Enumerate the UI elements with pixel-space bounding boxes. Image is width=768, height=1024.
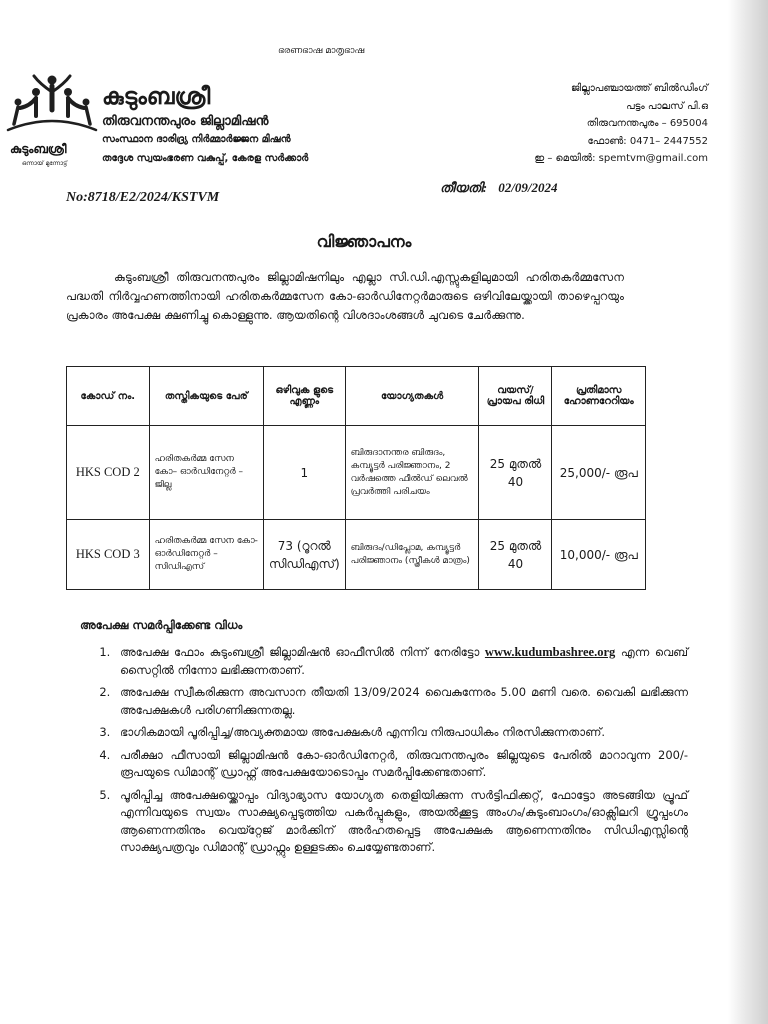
reference-number: No:8718/E2/2024/KSTVM (66, 190, 220, 205)
address-line: ജില്ലാപഞ്ചായത്ത് ബിൽഡിംഗ് (571, 83, 708, 94)
cell-age: 25 മുതൽ 40 (479, 426, 552, 520)
page-edge-shadow (728, 0, 768, 1024)
column-header: വയസ്/ പ്രായപ രിധി (479, 367, 552, 426)
column-header: കോഡ് നം. (67, 367, 150, 426)
cell-post: ഹരിതകർമ്മ സേന കോ-ഓർഡിനേറ്റർ – സിഡിഎസ് (149, 520, 263, 590)
table-header-row (67, 367, 646, 426)
date-label: തീയതി: (440, 180, 488, 195)
cell-honorarium: 10,000/- രൂപ (552, 520, 646, 590)
intro-paragraph (66, 268, 624, 325)
list-item (114, 644, 688, 679)
address-block (534, 80, 708, 168)
table-row (67, 426, 646, 520)
address-line: പട്ടം പാലസ് പി.ഒ (626, 100, 708, 112)
list-item: 2. അപേക്ഷ സ്വീകരിക്കുന്ന അവസാന തീയതി 13/09/2024 വൈകുന്നേരം 5.00 മണി വരെ. വൈകി ലഭിക്കുന്ന അപേക്ഷകൾ പരിഗണിക്കുന്നതല്ല. (114, 684, 688, 719)
column-header: പ്രതിമാസ ഹോണറേറിയം (552, 367, 646, 426)
application-steps (66, 644, 688, 862)
cell-qualification: ബിരുദാനന്തര ബിരുദം, കമ്പ്യൂട്ടർ പരിജ്ഞാനം, 2 വർഷത്തെ ഫീൽഡ് ലെവൽ പ്രവർത്തി പരിചയം (345, 426, 479, 520)
date-line (440, 180, 558, 196)
cell-vacancies: 1 (263, 426, 345, 520)
cell-vacancies: 73 (റൂറൽ സിഡിഎസ്) (263, 520, 345, 590)
website-link[interactable]: www.kudumbashree.org (484, 645, 616, 659)
cell-post: ഹരിതകർമ്മ സേന കോ– ഓർഡിനേറ്റർ – ജില്ല (149, 426, 263, 520)
org-mission: സംസ്ഥാന ദാരിദ്ര്യ നിർമ്മാർജ്ജന മിഷൻ (102, 134, 291, 145)
org-department: തദ്ദേശ സ്വയംഭരണ വകുപ്പ്, കേരള സർക്കാർ (102, 153, 309, 164)
org-name: കുടുംബശ്രീ (102, 84, 211, 110)
cell-code: HKS COD 2 (67, 426, 150, 520)
step-text: എന്ന വെബ് സൈറ്റിൽ നിന്നോ ലഭിക്കുന്നതാണ്. (120, 645, 689, 677)
cell-qualification: ബിരുദം/ഡിപ്ലോമ, കമ്പ്യൂട്ടർ പരിജ്ഞാനം (സ്ത്രീകൾ മാത്രം) (345, 520, 479, 590)
column-header: യോഗ്യതകൾ (345, 367, 479, 426)
logo-slogan: ഒന്നായ് മുന്നോട്ട് (22, 160, 68, 167)
section-title: അപേക്ഷ സമർപ്പിക്കേണ്ട വിധം (80, 618, 243, 632)
cell-honorarium: 25,000/- രൂപ (552, 426, 646, 520)
column-header: തസ്തികയുടെ പേര് (149, 367, 263, 426)
address-line: തിരുവനന്തപുരം – 695004 (586, 118, 708, 129)
list-item: 3. ഭാഗികമായി പൂരിപ്പിച്ച/അവ്യക്തമായ അപേക്ഷകൾ എന്നിവ നിരുപാധികം നിരസിക്കുന്നതാണ്. (114, 724, 688, 742)
phone-line: ഫോൺ: 0471– 2447552 (587, 135, 708, 147)
email-line: ഇ – മെയിൽ: spemtvm@gmail.com (534, 153, 708, 164)
kudumbashree-logo-icon (6, 72, 98, 142)
vacancy-table (66, 366, 646, 590)
step-text: അപേക്ഷ ഫോം കുടുംബശ്രീ ജില്ലാമിഷൻ ഓഫീസിൽ നിന്ന് നേരിട്ടോ (120, 645, 480, 659)
tagline: ഭരണഭാഷ മാതൃഭാഷ (278, 46, 365, 56)
logo-wordmark: കുടുംബശ്രീ (10, 142, 67, 156)
column-header: ഒഴിവുക ളുടെ എണ്ണം (263, 367, 345, 426)
cell-age: 25 മുതൽ 40 (479, 520, 552, 590)
notice-heading: വിജ്ഞാപനം (316, 232, 412, 251)
cell-code: HKS COD 3 (67, 520, 150, 590)
org-district: തിരുവനന്തപുരം ജില്ലാമിഷൻ (102, 114, 269, 129)
list-item: 5. പൂരിപ്പിച്ച അപേക്ഷയ്ക്കൊപ്പം വിദ്യാഭ്യാസ യോഗ്യത തെളിയിക്കുന്ന സർട്ടിഫിക്കറ്റ്, ഫോട്ടോ അടങ്ങിയ പ്രൂഫ് എന്നിവയുടെ സ്വയം സാക്ഷ്യപ്പെടുത്തിയ പകർപ്പുകളും, അയൽക്കൂട്ട അംഗം/കുടുംബാംഗം/ഓക്സിലറി ഗ്രൂപ്പംഗം ആണെന്നതിനും വെയ്റ്റേജ് മാർക്കിന് അർഹതപ്പെട്ട അപേക്ഷക ആണെന്നതിനും സിഡിഎസ്സിന്റെ സാക്ഷ്യപത്രവും ഡിമാന്റ് ഡ്രാഫ്റ്റും ഉള്ളടക്കം ചെയ്യേണ്ടതാണ്. (114, 787, 688, 857)
date-value: 02/09/2024 (498, 180, 558, 195)
table-row (67, 520, 646, 590)
list-item: 4. പരീക്ഷാ ഫീസായി ജില്ലാമിഷൻ കോ-ഓർഡിനേറ്റർ, തിരുവനന്തപുരം ജില്ലയുടെ പേരിൽ മാറാവുന്ന 200/- രൂപയുടെ ഡിമാന്റ് ഡ്രാഫ്റ്റ് അപേക്ഷയോടൊപ്പം സമർപ്പിക്കേണ്ടതാണ്. (114, 747, 688, 782)
intro-text: കുടുംബശ്രീ തിരുവനന്തപുരം ജില്ലാമിഷനിലും എല്ലാ സി.ഡി.എസ്സുകളിലുമായി ഹരിതകർമ്മസേന പദ്ധതി നിർവ്വഹണത്തിനായി ഹരിതകർമ്മസേന കോ-ഓർഡിനേറ്റർമാരുടെ ഒഴിവിലേയ്ക്കായി താഴെപ്പറയും പ്രകാരം അപേക്ഷ ക്ഷണിച്ചു കൊള്ളുന്നു. ആയതിന്റെ വിശദാംശങ്ങൾ ചുവടെ ചേർക്കുന്നു. (66, 270, 624, 322)
